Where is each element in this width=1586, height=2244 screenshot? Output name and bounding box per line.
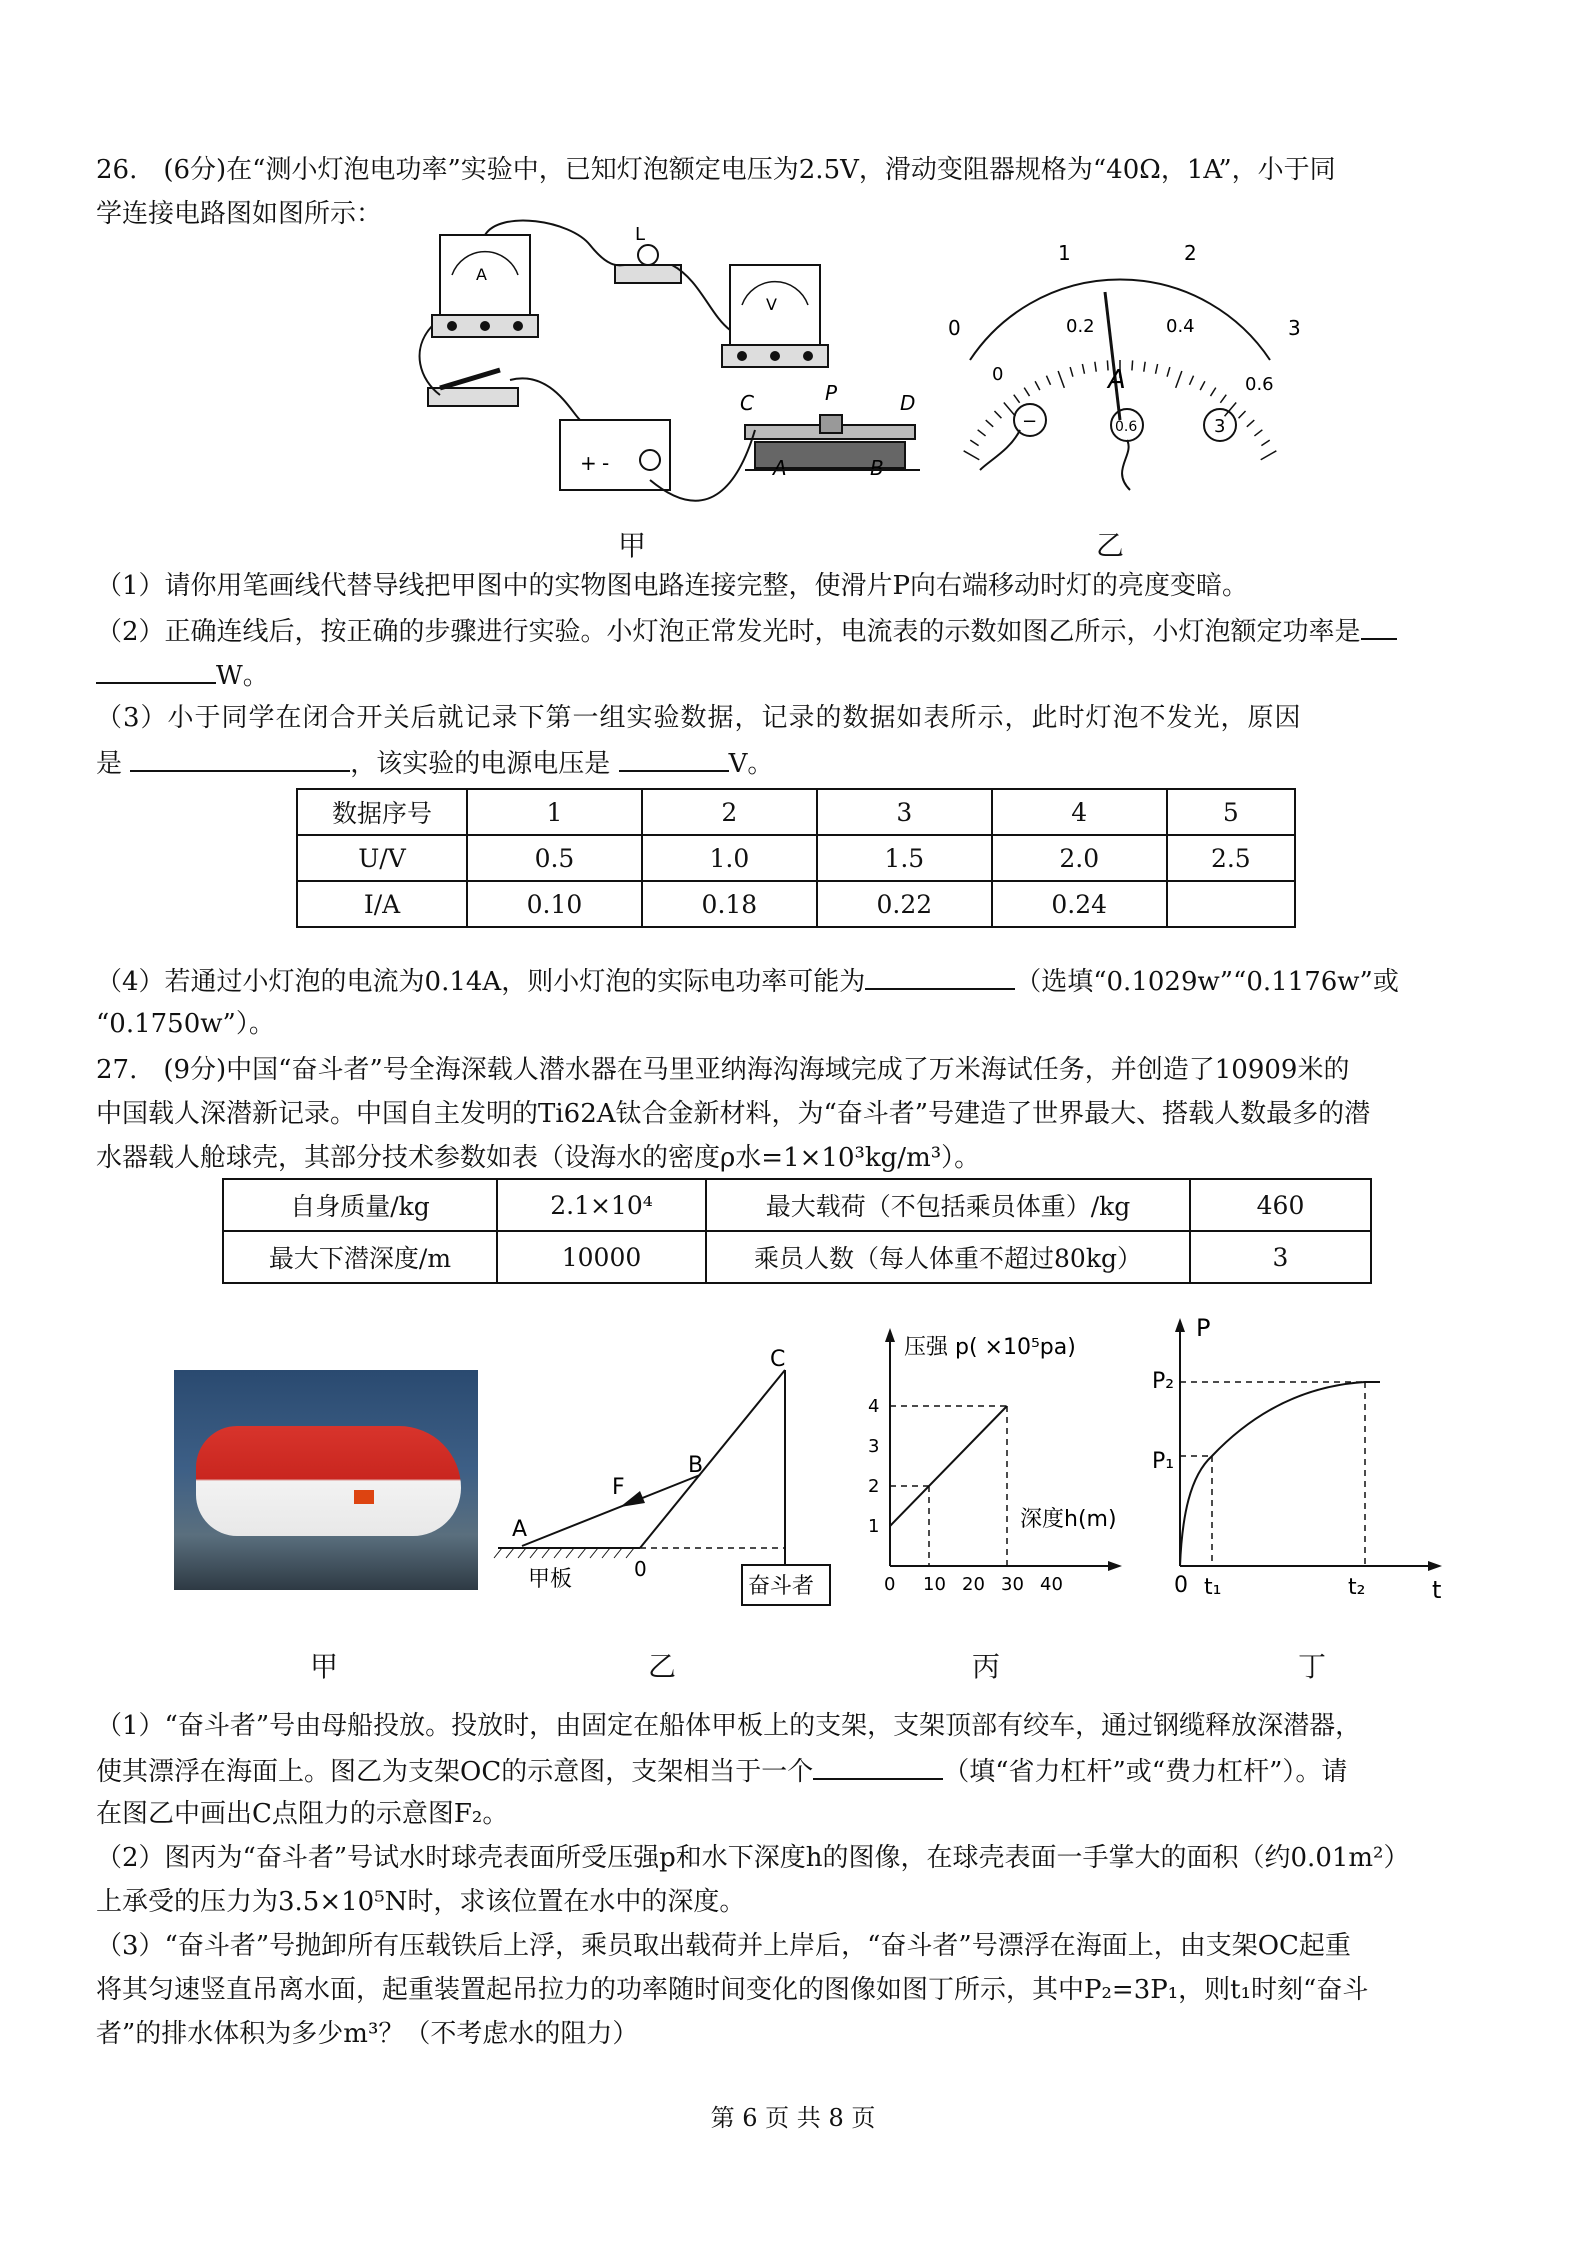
- pressure-axis-label: 压强 p( ×10⁵pa): [904, 1335, 1076, 1360]
- dial-tick: [1014, 395, 1020, 403]
- point-A: A: [512, 1517, 528, 1542]
- x-tick-label: 0: [884, 1574, 896, 1595]
- answer-blank[interactable]: [865, 960, 1015, 990]
- dial-tick: [1035, 381, 1040, 390]
- dial-tick: [1210, 388, 1215, 396]
- dial-tick: [1247, 420, 1254, 427]
- q27-line3: 水器载人舱球壳，其部分技术参数如表（设海水的密度ρ水=1×10³kg/m³）。: [96, 1143, 981, 1173]
- q27-part1-line1: （1）“奋斗者”号由母船投放。投放时，由固定在船体甲板上的支架，支架顶部有绞车，通过钢缆释放深潜器，: [96, 1711, 1362, 1741]
- q26-data-table: 数据序号 1 2 3 4 5 U/V 0.5 1.0 1.5 2.0 2.5 I/A 0.10 0.18 0.22 0.24: [296, 788, 1296, 928]
- time-axis-label: t: [1432, 1576, 1442, 1604]
- answer-blank[interactable]: [619, 742, 729, 772]
- y-tick-label: 4: [868, 1396, 880, 1417]
- y-tick-label: 3: [868, 1436, 880, 1457]
- fig-ding-caption: 丁: [1298, 1650, 1327, 1683]
- y-tick-label: 1: [868, 1516, 880, 1537]
- dial-tick: [964, 451, 980, 460]
- point-C: C: [770, 1347, 786, 1372]
- q26-intro-line1: 26. (6分)在“测小灯泡电功率”实验中，已知灯泡额定电压为2.5V，滑动变阻器规格为“40Ω，1A”，小于同: [96, 155, 1336, 185]
- svg-text:1: 1: [1058, 241, 1071, 265]
- sub-box-label: 奋斗者: [748, 1574, 815, 1599]
- dial-tick: [1220, 395, 1226, 403]
- q26-part2-line2: W。: [96, 654, 1496, 696]
- dial-tick: [986, 420, 993, 427]
- svg-text:0.6: 0.6: [1245, 374, 1274, 395]
- ammeter-label: A: [476, 265, 487, 284]
- svg-text:3: 3: [1288, 316, 1301, 340]
- meter-unit: A: [1108, 365, 1126, 395]
- answer-blank[interactable]: [130, 742, 350, 772]
- power-time-graph: [1130, 1316, 1460, 1606]
- dial-tick: [1095, 362, 1096, 372]
- q27-part3-line1: （3）“奋斗者”号抛卸所有压载铁后上浮，乘员取出载荷并上岸后，“奋斗者”号漂浮在海面上，由支架OC起重: [96, 1931, 1351, 1961]
- answer-blank[interactable]: [813, 1750, 943, 1780]
- q27-part2-line1: （2）图丙为“奋斗者”号试水时球壳表面所受压强p和水下深度h的图像，在球壳表面一手掌大的面积（约0.01m²）: [96, 1843, 1410, 1873]
- submarine-photo: [174, 1370, 478, 1590]
- y-tick-label: 2: [868, 1476, 880, 1497]
- rheostat-D: D: [900, 391, 916, 415]
- dial-tick: [994, 411, 1001, 418]
- dial-tick: [1132, 360, 1133, 370]
- q27-part3-line2: 将其匀速竖直吊离水面，起重装置起吊拉力的功率随时间变化的图像如图丁所示，其中P₂=3P₁，则t₁时刻“奋斗: [96, 1975, 1369, 2005]
- rheostat-P: P: [825, 381, 838, 405]
- lamp-label: L: [635, 224, 646, 245]
- q26-part4-line1: （4）若通过小灯泡的电流为0.14A，则小灯泡的实际电功率可能为 （选填“0.1029w”“0.1176w”或: [96, 960, 1496, 1002]
- fig-yi-caption: 乙: [1096, 529, 1125, 562]
- dial-tick: [1254, 430, 1262, 436]
- fig-jia27-caption: 甲: [310, 1650, 339, 1683]
- force-F: F: [612, 1475, 625, 1500]
- fig-jia-caption: 甲: [618, 529, 647, 562]
- x-tick-label: 40: [1040, 1574, 1063, 1595]
- dial-tick: [1082, 364, 1084, 374]
- svg-text:−: −: [1022, 411, 1038, 432]
- battery-plus: +: [580, 451, 597, 475]
- P2-label: P₂: [1152, 1369, 1175, 1394]
- dial-tick: [1024, 388, 1029, 396]
- answer-blank[interactable]: [1361, 610, 1397, 640]
- svg-text:0: 0: [948, 316, 961, 340]
- dial-tick: [1058, 371, 1064, 388]
- fig-yi27-caption: 乙: [648, 1650, 677, 1683]
- depth-axis-label: 深度h(m): [1020, 1507, 1117, 1532]
- dial-tick: [1004, 403, 1016, 417]
- t1-label: t₁: [1204, 1575, 1222, 1600]
- dial-tick: [1200, 381, 1205, 390]
- dial-tick: [1070, 367, 1073, 377]
- page-footer: 第 6 页 共 8 页: [710, 2104, 876, 2132]
- t2-label: t₂: [1348, 1575, 1366, 1600]
- q27-line1: 27. (9分)中国“奋斗者”号全海深载人潜水器在马里亚纳海沟海域完成了万米海试任务，并创造了10909米的: [96, 1055, 1350, 1085]
- dial-tick: [1189, 376, 1193, 385]
- ammeter-dial: [930, 230, 1310, 490]
- circuit-diagram: [410, 220, 1010, 540]
- dial-tick: [970, 440, 978, 446]
- dial-tick: [1167, 367, 1170, 377]
- rheostat-A: A: [773, 456, 787, 480]
- dial-tick: [1176, 371, 1182, 388]
- deck-label: 甲板: [528, 1567, 573, 1592]
- q27-param-table: 自身质量/kg 2.1×10⁴ 最大载荷（不包括乘员体重）/kg 460 最大下潜深度/m 10000 乘员人数（每人体重不超过80kg） 3: [222, 1178, 1372, 1284]
- svg-text:0.2: 0.2: [1066, 316, 1095, 337]
- dial-tick: [1156, 364, 1158, 374]
- q27-part1-line3: 在图乙中画出C点阻力的示意图F₂。: [96, 1799, 509, 1829]
- q27-part2-line2: 上承受的压力为3.5×10⁵N时，求该位置在水中的深度。: [96, 1887, 746, 1917]
- svg-text:0.6: 0.6: [1115, 419, 1138, 435]
- P1-label: P₁: [1152, 1449, 1175, 1474]
- dial-tick: [1261, 440, 1269, 446]
- origin-label: 0: [1174, 1573, 1188, 1598]
- x-tick-label: 30: [1001, 1574, 1024, 1595]
- dial-tick: [1144, 362, 1145, 372]
- dial-tick: [1261, 451, 1277, 460]
- q27-part1-line2: 使其漂浮在海面上。图乙为支架OC的示意图，支架相当于一个 （填“省力杠杆”或“费力杠杆”）。请: [96, 1750, 1496, 1792]
- q26-part3-line2: 是 ，该实验的电源电压是 V。: [96, 742, 1496, 784]
- q27-part3-line3: 者”的排水体积为多少m³？（不考虑水的阻力）: [96, 2019, 639, 2049]
- svg-text:0: 0: [992, 364, 1004, 385]
- svg-text:3: 3: [1214, 416, 1226, 437]
- x-tick-label: 20: [962, 1574, 985, 1595]
- dial-tick: [1046, 376, 1050, 385]
- power-axis-label: P: [1196, 1314, 1211, 1342]
- answer-blank[interactable]: [96, 654, 216, 684]
- pressure-depth-graph: [860, 1326, 1140, 1596]
- point-B: B: [688, 1453, 704, 1478]
- svg-text:2: 2: [1184, 241, 1197, 265]
- q26-intro-line2: 学连接电路图如图所示：: [96, 199, 383, 229]
- battery-minus: -: [602, 451, 610, 475]
- lever-diagram: [490, 1347, 870, 1620]
- q26-part4-line2: “0.1750w”）。: [96, 1009, 275, 1039]
- x-tick-label: 10: [923, 1574, 946, 1595]
- q27-line2: 中国载人深潜新记录。中国自主发明的Ti62A钛合金新材料，为“奋斗者”号建造了世界最大、搭载人数最多的潜: [96, 1099, 1371, 1129]
- q26-part1: （1）请你用笔画线代替导线把甲图中的实物图电路连接完整，使滑片P向右端移动时灯的亮度变暗。: [96, 571, 1249, 601]
- q26-part3-line1: （3）小于同学在闭合开关后就记录下第一组实验数据，记录的数据如表所示，此时灯泡不发光，原因: [96, 703, 1302, 733]
- voltmeter-label: V: [766, 295, 777, 314]
- q26-part2-line1: （2）正确连线后，按正确的步骤进行实验。小灯泡正常发光时，电流表的示数如图乙所示，小灯泡额定功率是: [96, 610, 1496, 652]
- dial-tick: [978, 430, 986, 436]
- rheostat-B: B: [870, 456, 884, 480]
- svg-text:0.4: 0.4: [1166, 316, 1195, 337]
- fig-bing-caption: 丙: [972, 1650, 1001, 1683]
- rheostat-C: C: [740, 391, 754, 415]
- dial-tick: [1239, 411, 1246, 418]
- point-O: 0: [634, 1557, 647, 1581]
